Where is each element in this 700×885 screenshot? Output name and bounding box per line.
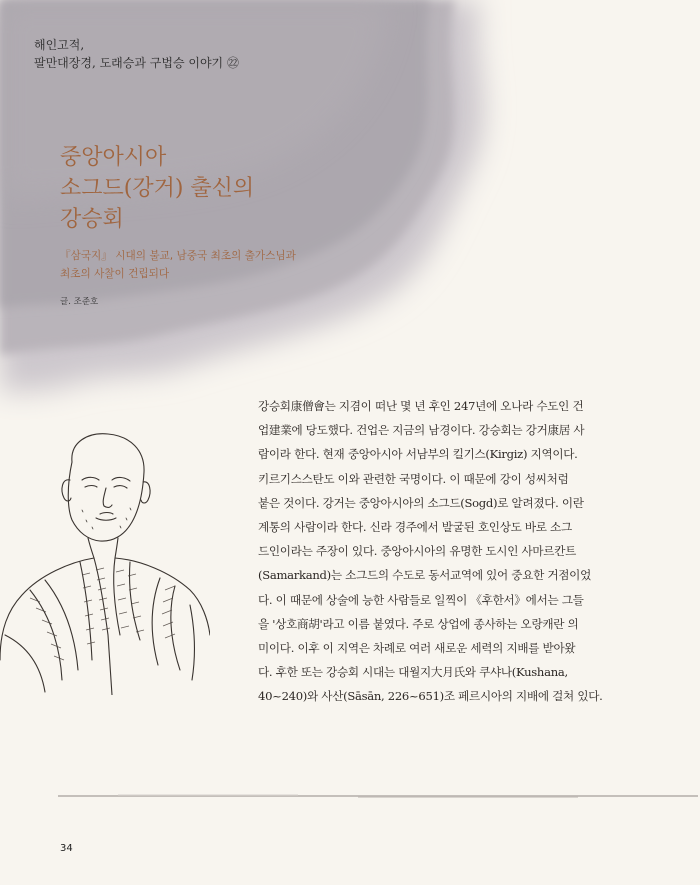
page-number: 34 [60, 843, 73, 854]
series-header [34, 36, 239, 72]
body-line: 다. 후한 또는 강승회 시대는 대월지大月氏와 쿠샤나(Kushana, [258, 665, 568, 680]
title-line-3: 강승회 [60, 207, 124, 232]
byline: 글. 조준호 [60, 297, 99, 307]
brush-divider [58, 794, 698, 798]
body-line: 키르기스스탄도 이와 관련한 국명이다. 이 때문에 강이 성씨처럼 [258, 471, 569, 486]
subtitle-line-1: 『삼국지』 시대의 불교, 남중국 최초의 출가스님과 [60, 250, 296, 262]
body-line: 붙은 것이다. 강거는 중앙아시아의 소그드(Sogd)로 알려졌다. 이란 [258, 495, 584, 510]
body-line: 다. 이 때문에 상술에 능한 사람들로 일찍이 《후한서》에서는 그들 [258, 592, 584, 607]
monk-portrait-illustration [0, 430, 210, 695]
series-line-2: 팔만대장경, 도래승과 구법승 이야기 ㉒ [34, 56, 239, 70]
body-line: 드인이라는 주장이 있다. 중앙아시아의 유명한 도시인 사마르칸트 [258, 544, 576, 559]
body-line: 강승회康僧會는 지겸이 떠난 몇 년 후인 247년에 오나라 수도인 건 [258, 399, 584, 413]
article-subtitle [60, 247, 296, 283]
body-line: 계통의 사람이라 한다. 신라 경주에서 발굴된 호인상도 바로 소그 [258, 519, 572, 534]
body-line: 40~240)와 사산(Sāsān, 226~651)조 페르시아의 지배에 걸쳐 있다. [258, 689, 603, 704]
body-line: 람이라 한다. 현재 중앙아시아 서남부의 킬기스(Kirgiz) 지역이다. [258, 447, 578, 462]
series-line-1: 해인고적, [34, 38, 85, 52]
title-line-2: 소그드(강거) 출신의 [60, 176, 255, 201]
article-body [258, 394, 642, 708]
title-line-1: 중앙아시아 [60, 145, 167, 170]
body-line: 업建業에 당도했다. 건업은 지금의 남경이다. 강승회는 강거康居 사 [258, 423, 585, 438]
body-line: 을 '상호商胡'라고 이름 붙였다. 주로 상업에 종사하는 오랑캐란 의 [258, 616, 579, 631]
body-line: 미이다. 이후 이 지역은 차례로 여러 새로운 세력의 지배를 받아왔 [258, 640, 576, 655]
article-title [60, 142, 254, 235]
subtitle-line-2: 최초의 사찰이 건립되다 [60, 268, 170, 280]
body-line: (Samarkand)는 소그드의 수도로 동서교역에 있어 중요한 거점이었 [258, 568, 591, 583]
